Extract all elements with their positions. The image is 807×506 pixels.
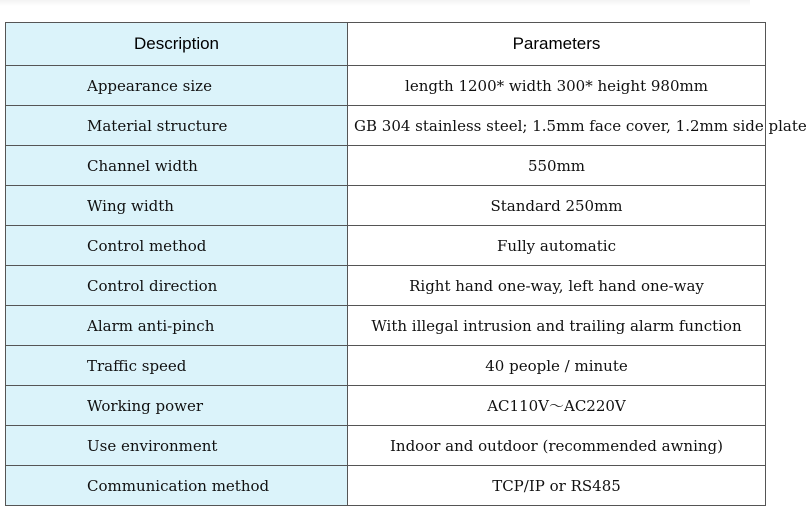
row-parameter-cell: AC110V〜AC220V <box>348 386 766 426</box>
table-row <box>6 306 766 346</box>
row-description-cell: Use environment <box>6 426 348 466</box>
table-row <box>6 426 766 466</box>
row-parameter-cell: Standard 250mm <box>348 186 766 226</box>
table-row <box>6 386 766 426</box>
table-row <box>6 346 766 386</box>
row-description-cell: Working power <box>6 386 348 426</box>
row-parameter-cell: GB 304 stainless steel; 1.5mm face cover, 1.2mm side plate <box>348 106 766 146</box>
row-parameter-cell: Right hand one-way, left hand one-way <box>348 266 766 306</box>
top-edge-strip <box>0 0 750 6</box>
table-row <box>6 186 766 226</box>
table-row <box>6 226 766 266</box>
row-description-cell: Traffic speed <box>6 346 348 386</box>
row-description-cell: Channel width <box>6 146 348 186</box>
specification-table <box>5 22 807 506</box>
row-parameter-cell: TCP/IP or RS485 <box>348 466 766 506</box>
row-parameter-cell: Indoor and outdoor (recommended awning) <box>348 426 766 466</box>
description-column-header: Description <box>6 23 348 66</box>
row-parameter-cell: 550mm <box>348 146 766 186</box>
table-row <box>6 266 766 306</box>
row-parameter-cell: With illegal intrusion and trailing alarm function <box>348 306 766 346</box>
row-description-cell: Appearance size <box>6 66 348 106</box>
parameters-column-header: Parameters <box>348 23 766 66</box>
table-row <box>6 106 766 146</box>
table-header-row <box>6 23 766 66</box>
table-row <box>6 66 766 106</box>
row-description-cell: Wing width <box>6 186 348 226</box>
row-description-cell: Alarm anti-pinch <box>6 306 348 346</box>
row-parameter-cell: length 1200* width 300* height 980mm <box>348 66 766 106</box>
row-description-cell: Control direction <box>6 266 348 306</box>
row-parameter-cell: Fully automatic <box>348 226 766 266</box>
row-description-cell: Communication method <box>6 466 348 506</box>
row-parameter-cell: 40 people / minute <box>348 346 766 386</box>
table-row <box>6 146 766 186</box>
table-row <box>6 466 766 506</box>
row-description-cell: Control method <box>6 226 348 266</box>
row-description-cell: Material structure <box>6 106 348 146</box>
